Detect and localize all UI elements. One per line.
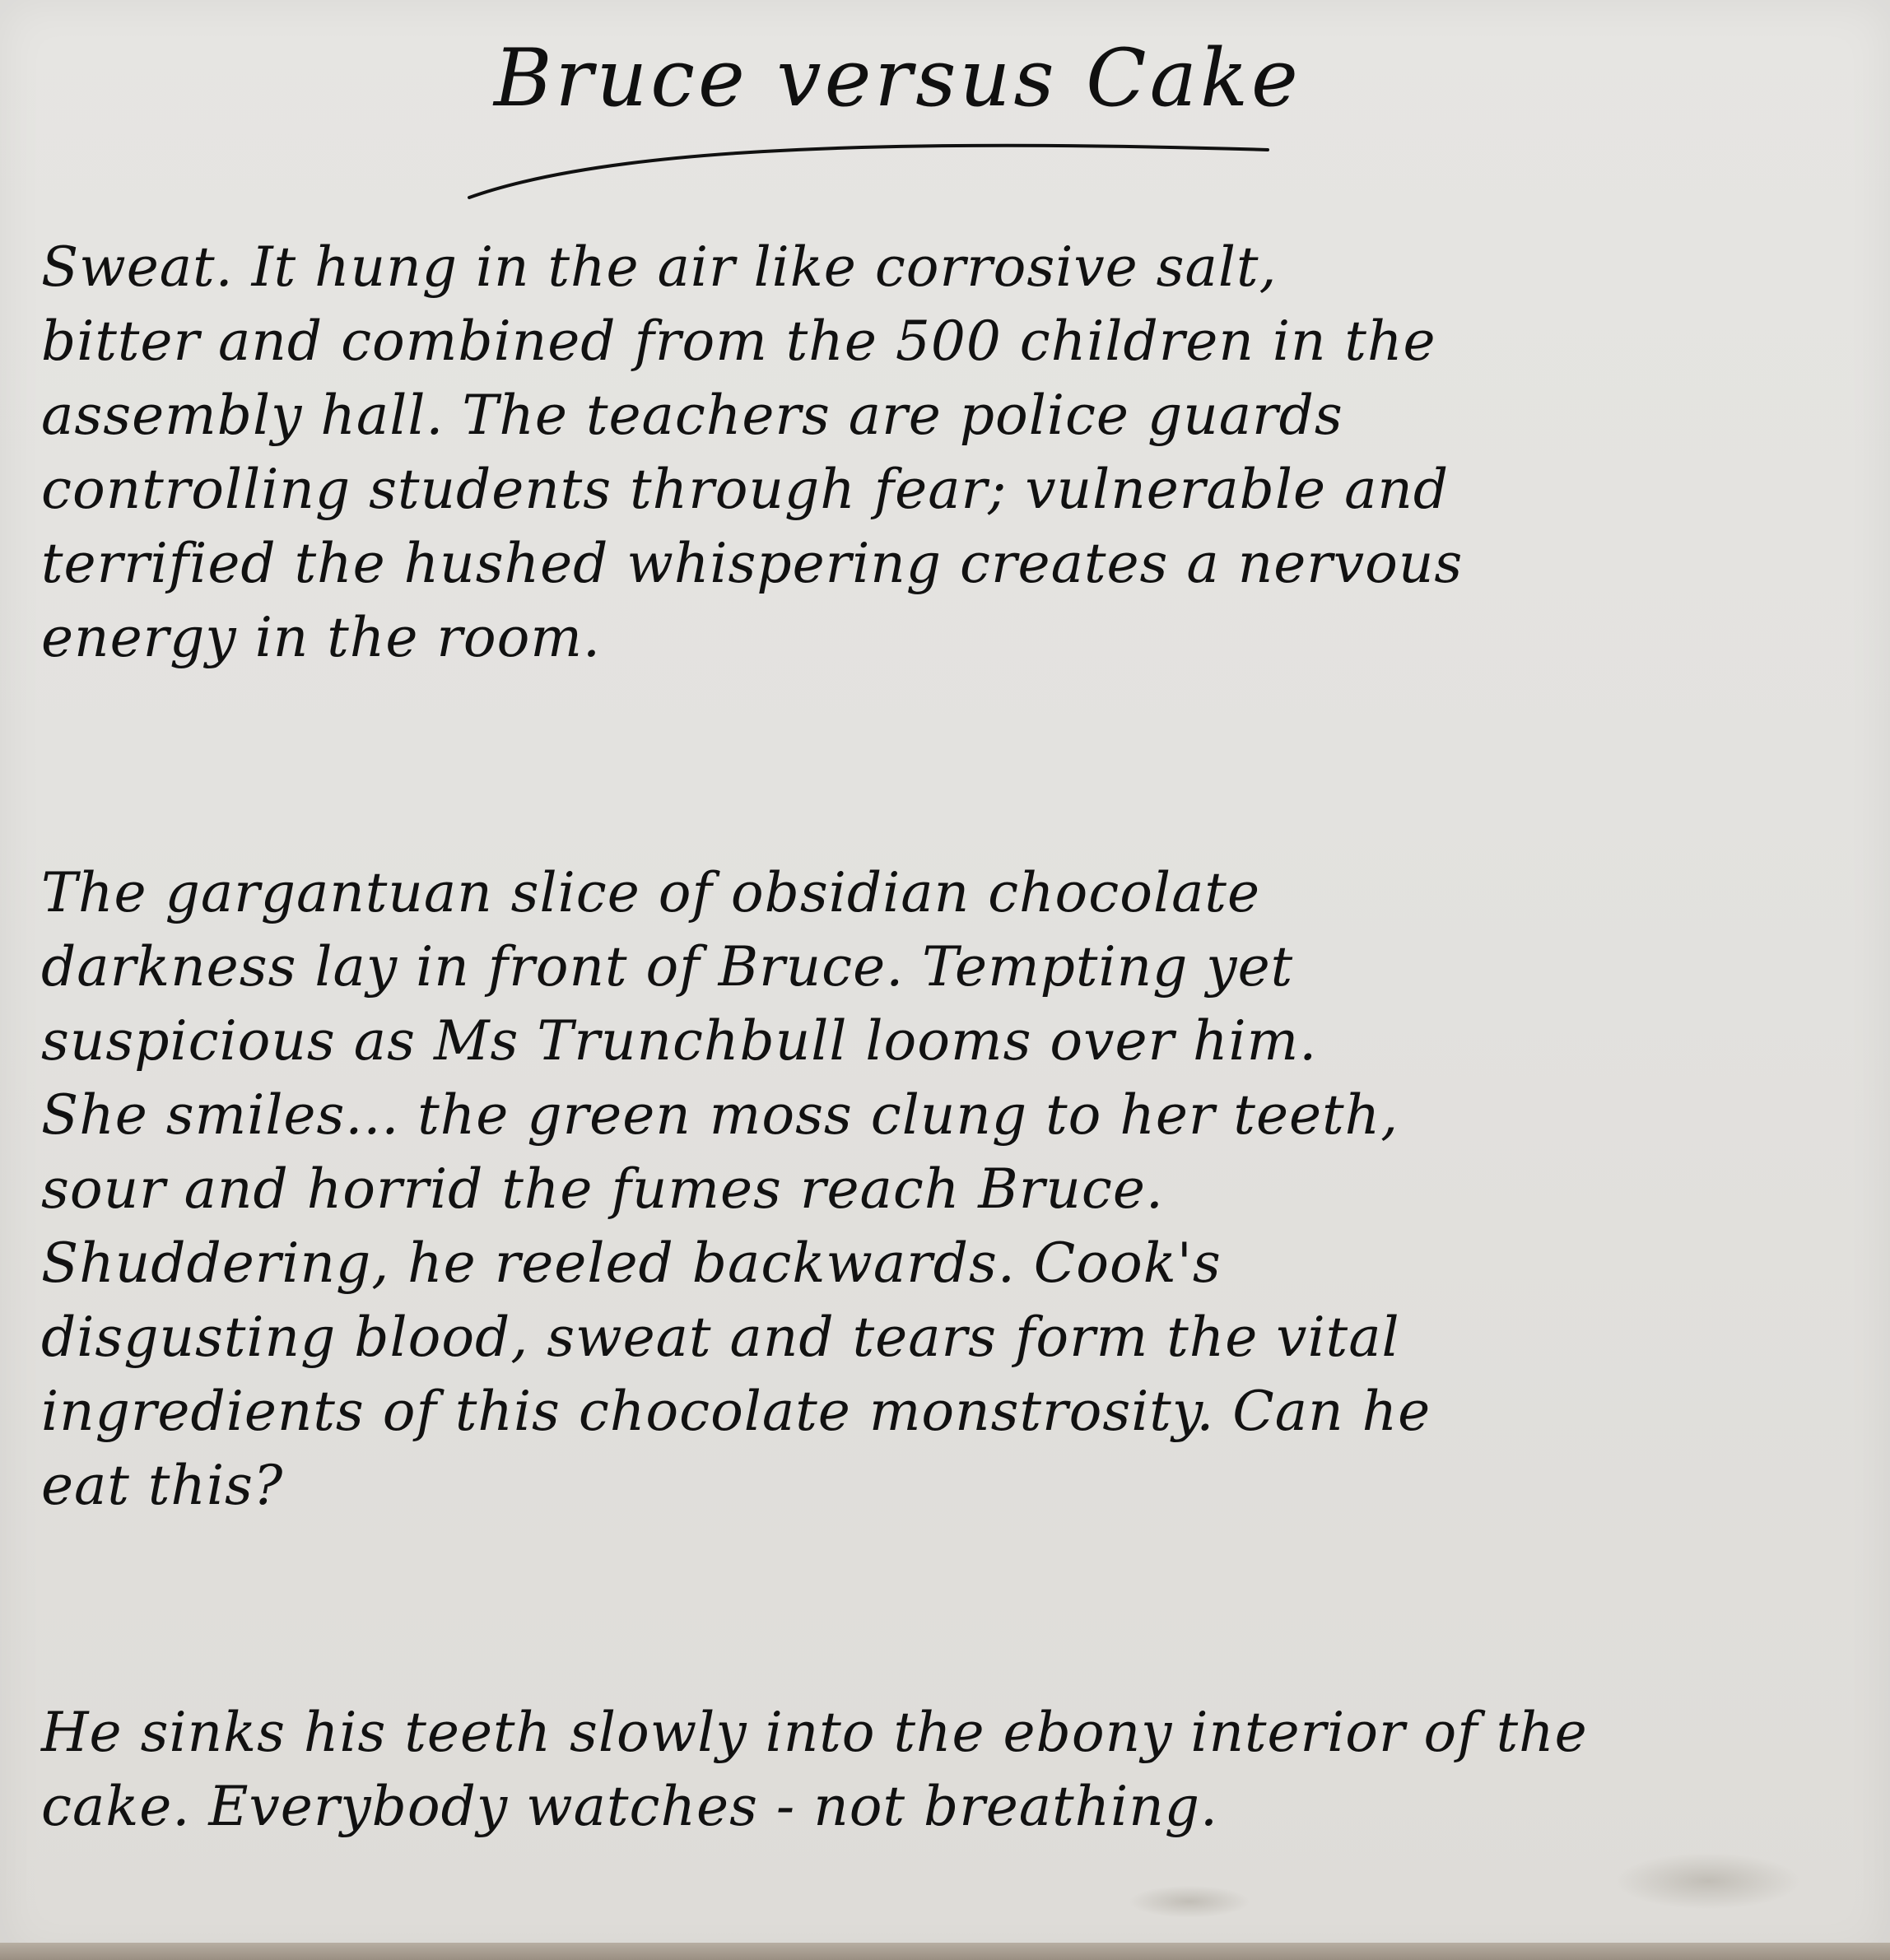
text-line: darkness lay in front of Bruce. Tempting yet bbox=[41, 935, 1294, 999]
page-title: Bruce versus Cake bbox=[494, 32, 1301, 124]
text-line: He sinks his teeth slowly into the ebony interior of the bbox=[41, 1701, 1588, 1764]
text-line: ingredients of this chocolate monstrosity. Can he bbox=[41, 1380, 1431, 1443]
text-line: suspicious as Ms Trunchbull looms over him. bbox=[41, 1009, 1318, 1073]
text-line: The gargantuan slice of obsidian chocolate bbox=[41, 861, 1261, 924]
text-line: She smiles... the green moss clung to her teeth, bbox=[41, 1083, 1399, 1147]
paragraph-2 bbox=[41, 856, 1852, 1523]
text-line: Sweat. It hung in the air like corrosive salt, bbox=[41, 235, 1278, 299]
text-line: bitter and combined from the 500 children in the bbox=[41, 310, 1436, 373]
table-surface bbox=[0, 1943, 1890, 1960]
text-line: energy in the room. bbox=[41, 606, 601, 669]
text-line: terrified the hushed whispering creates a nervous bbox=[41, 532, 1464, 595]
paper-smudge bbox=[1613, 1852, 1803, 1910]
paragraph-1 bbox=[41, 230, 1852, 675]
text-line: assembly hall. The teachers are police guards bbox=[41, 384, 1343, 447]
paragraph-3 bbox=[41, 1696, 1852, 1844]
text-line: controlling students through fear; vulnerable and bbox=[41, 458, 1450, 521]
paper-smudge bbox=[1128, 1885, 1251, 1918]
text-line: sour and horrid the fumes reach Bruce. bbox=[41, 1157, 1164, 1221]
text-line: cake. Everybody watches - not breathing. bbox=[41, 1775, 1219, 1838]
text-line: disgusting blood, sweat and tears form the vital bbox=[41, 1306, 1400, 1369]
text-line: Shuddering, he reeled backwards. Cook's bbox=[41, 1231, 1222, 1295]
text-line: eat this? bbox=[41, 1454, 284, 1517]
title-underline bbox=[461, 132, 1284, 206]
